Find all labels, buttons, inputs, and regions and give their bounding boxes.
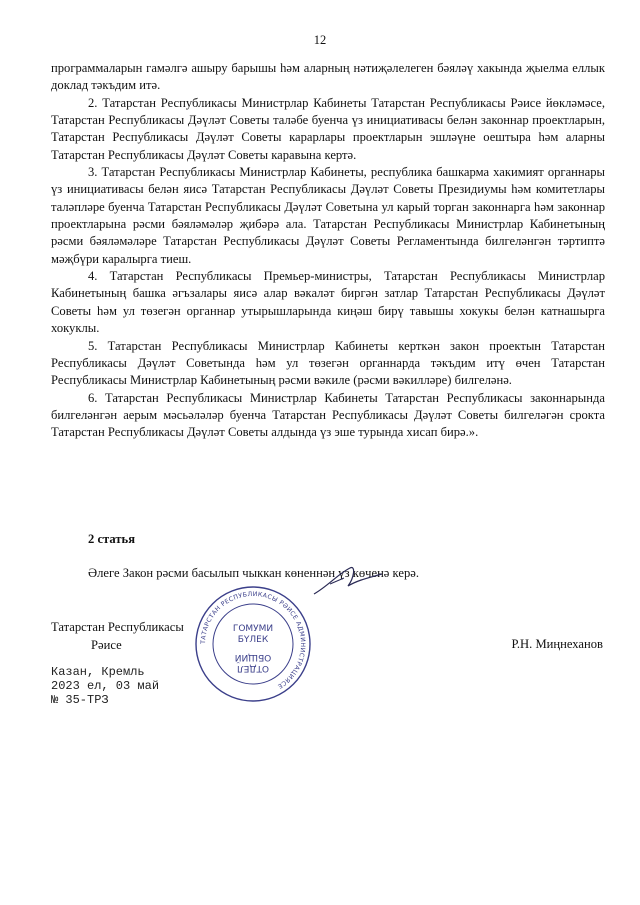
article-title: 2 статья — [88, 532, 136, 546]
handwritten-signature — [310, 556, 390, 606]
stamp-line-4: ОБЩИЙ — [234, 652, 272, 662]
signatory-name: Р.Н. Миңнеханов — [511, 637, 603, 651]
paragraph-5: 5. Татарстан Республикасы Министрлар Кабинеты керткән закон проектын Татарстан Республикасы Дәүләт Советында һәм ул төзегән органнарда тәкъдим итү өчен Татарстан Республикасы Министрлар Кабинетының рәсми вәкиле (рәсми вәкилләре) билгеләнә. — [51, 338, 605, 388]
signatory-organization: Татарстан Республикасы — [51, 620, 184, 634]
law-number: № 35-ТРЗ — [51, 693, 109, 707]
paragraph-2: 2. Татарстан Республикасы Министрлар Кабинеты Татарстан Республикасы Рәисе йөкләмәсе, Татарстан Республикасы Дәүләт Советы таләбе буенча үз инициативасы белән законнар проектларын, Татарстан Республикасы Дәүләт Советы карарлары проектларын эшләүне оештыра һәм аларны Татарстан Республикасы Дәүләт Советы каравына кертә. — [51, 95, 605, 162]
signatory-role: Рәисе — [91, 638, 122, 652]
article-text: Әлеге Закон рәсми басылып чыккан көненнән үз көченә керә. — [88, 566, 419, 580]
paragraph-6: 6. Татарстан Республикасы Министрлар Кабинеты Татарстан Республикасы законнарында билгеләнгән аерым мәсьәләләр буенча Татарстан Республикасы Дәүләт Советы билгеләгән срокта Татарстан Республикасы Дәүләт Советы алдында үз эше турында хисап бирә.». — [51, 390, 605, 440]
stamp-ring-text: ТАТАРСТАН РЕСПУБЛИКАСЫ РӘИСЕ АДМИНИСТРАЦИЯСЕ — [199, 590, 307, 690]
paragraph-4: 4. Татарстан Республикасы Премьер-министры, Татарстан Республикасы Министрлар Кабинетының башка әгъзалары яисә алар вәкаләт биргән затлар Татарстан Республикасы Дәүләт Советы һәм ул төзегән органнар утырышларында киңәш бирү тавышы хокукы белән катнашырга хокуклы. — [51, 269, 605, 336]
paragraph-3: 3. Татарстан Республикасы Министрлар Кабинеты, республика башкарма хакимият органнары үз инициативасы белән яисә Татарстан Республикасы Дәүләт Советы Президиумы һәм комитетлары таләпләре буенча Татарстан Республикасы Дәүләт Советына ул карый торган законнарга һәм законнар проектларына рәсми бәяләмәләр җибәрә ала. Татарстан Республикасы Министрлар Кабинетының рәсми бәяләмәләре Татарстан Республикасы Дәүләт Советы Регламентында билгеләнгән тәртиптә мәҗбүри каралырга тиеш. — [51, 165, 605, 266]
official-stamp — [193, 584, 313, 704]
place-line: Казан, Кремль — [51, 665, 145, 679]
page-number: 12 — [313, 33, 327, 47]
place-date-block — [51, 665, 159, 707]
stamp-line-3: ОТДЕЛ — [236, 663, 270, 673]
date-line: 2023 ел, 03 май — [51, 679, 160, 693]
paragraph-continued: программаларын гамәлгә ашыру барышы һәм аларның нәтиҗәлелеген бәяләү хакында җыелма еллык доклад тәкъдим итә. — [51, 61, 605, 93]
body-text — [51, 60, 605, 442]
stamp-line-1: ГОМУМИ — [232, 624, 274, 634]
stamp-line-2: БҮЛЕК — [237, 635, 269, 645]
